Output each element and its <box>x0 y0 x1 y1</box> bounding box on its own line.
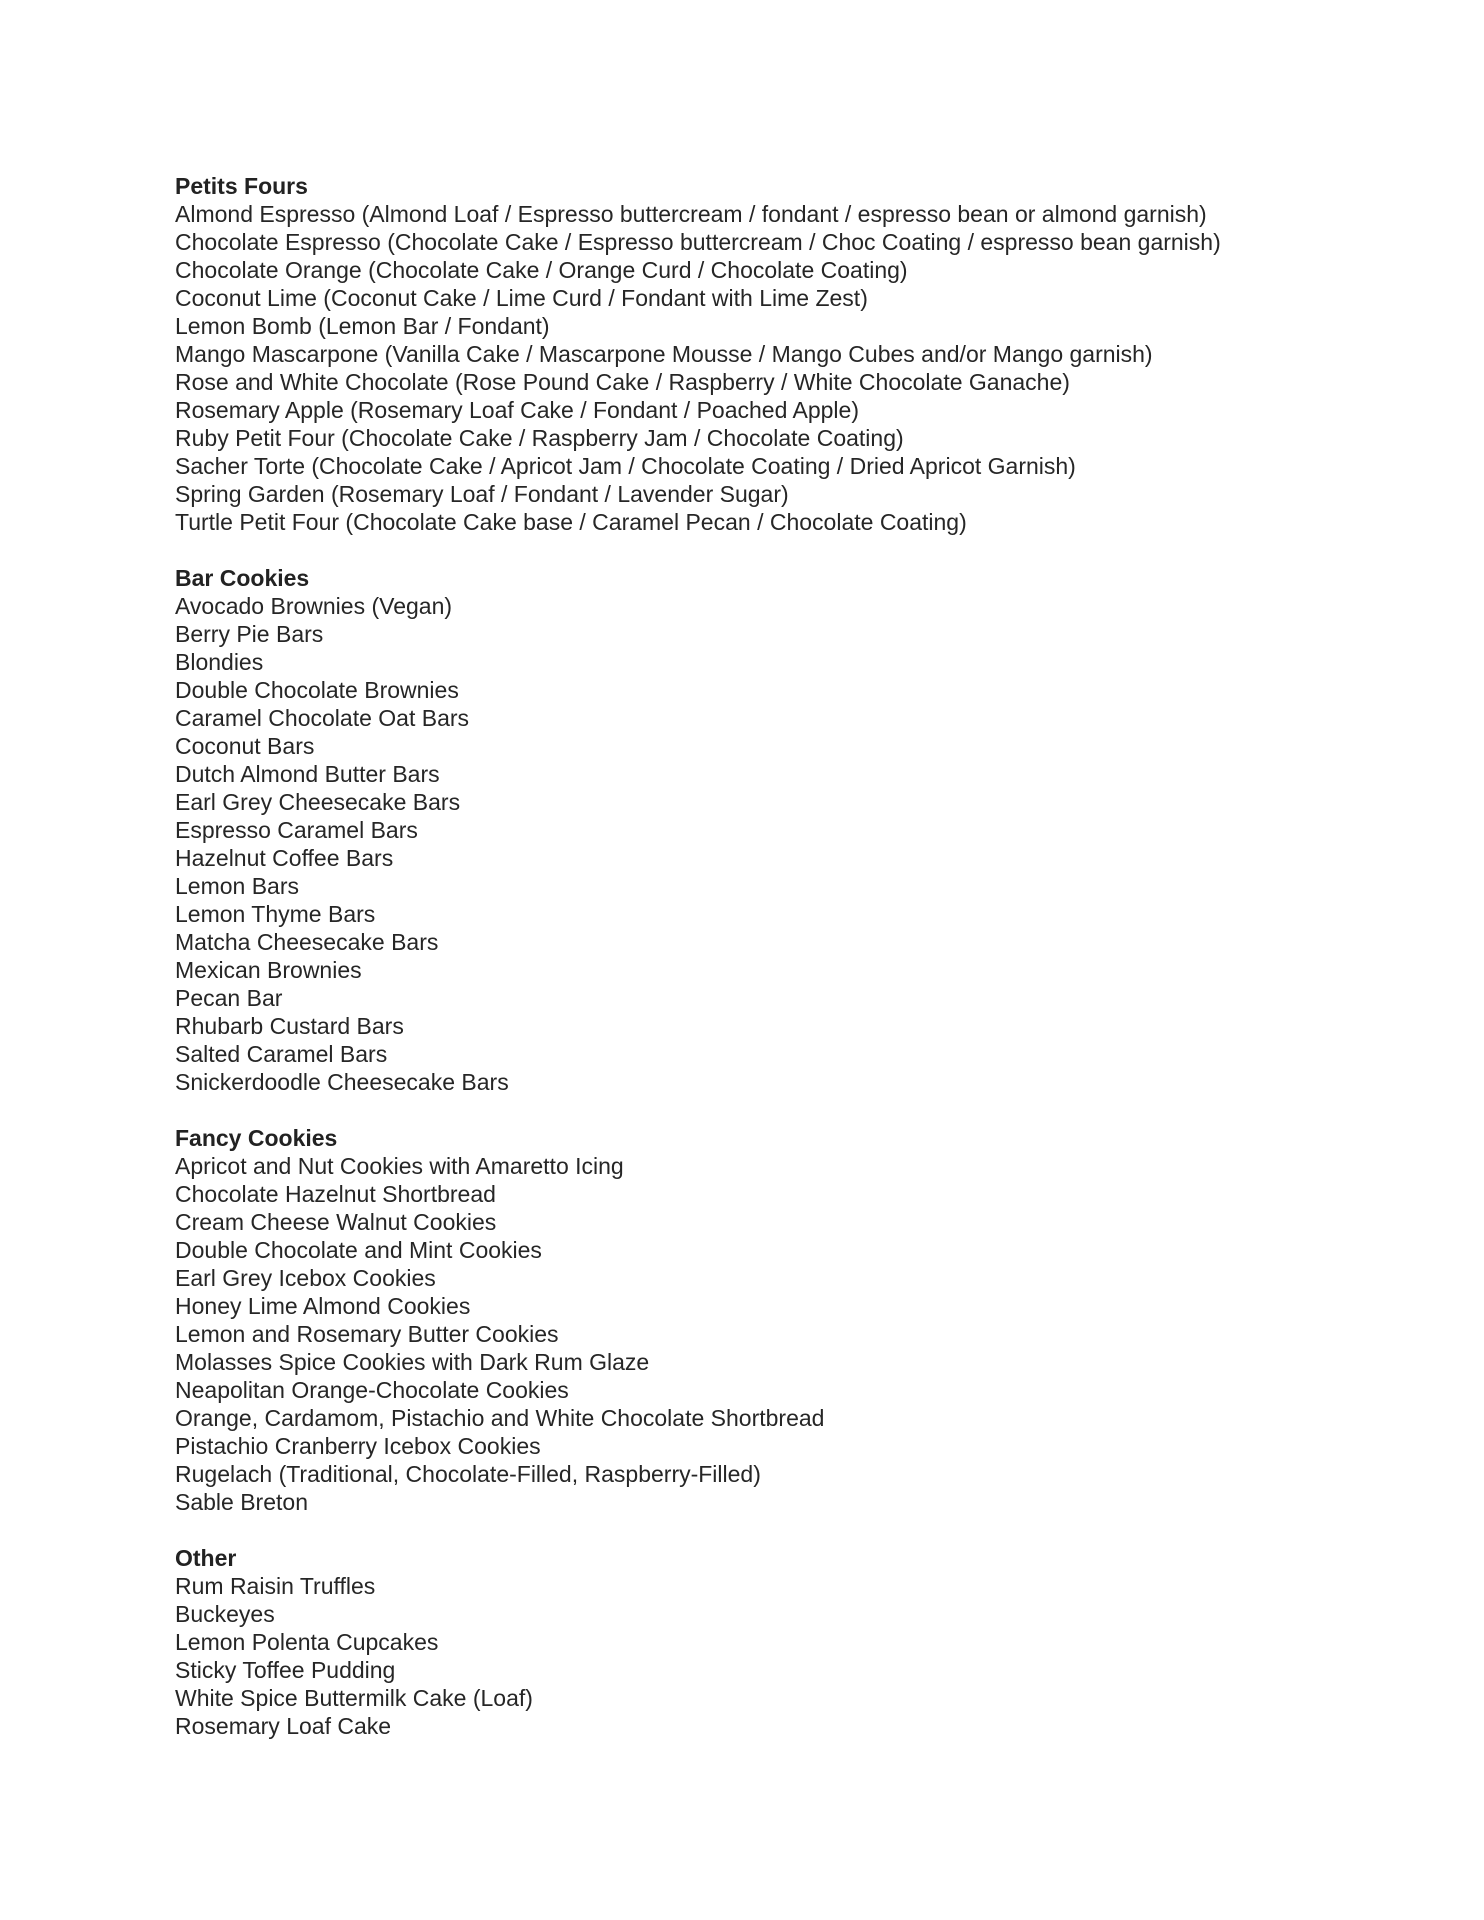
section-heading: Bar Cookies <box>175 565 310 591</box>
list-item: Mexican Brownies <box>175 957 362 983</box>
list-item: Lemon Thyme Bars <box>175 901 376 927</box>
list-item: Chocolate Orange (Chocolate Cake / Orange Curd / Chocolate Coating) <box>175 257 908 283</box>
list-item: Rugelach (Traditional, Chocolate-Filled, Raspberry-Filled) <box>175 1461 761 1487</box>
list-item: Coconut Lime (Coconut Cake / Lime Curd / Fondant with Lime Zest) <box>175 285 868 311</box>
list-item: Ruby Petit Four (Chocolate Cake / Raspberry Jam / Chocolate Coating) <box>175 425 904 451</box>
list-item: Avocado Brownies (Vegan) <box>175 593 453 619</box>
list-item: Rose and White Chocolate (Rose Pound Cake / Raspberry / White Chocolate Ganache) <box>175 369 1070 395</box>
item-list <box>175 592 1375 1096</box>
section-heading: Fancy Cookies <box>175 1125 338 1151</box>
list-item: Turtle Petit Four (Chocolate Cake base / Caramel Pecan / Chocolate Coating) <box>175 509 967 535</box>
list-item: Apricot and Nut Cookies with Amaretto Icing <box>175 1153 624 1179</box>
list-item: Molasses Spice Cookies with Dark Rum Glaze <box>175 1349 650 1375</box>
list-item: Pistachio Cranberry Icebox Cookies <box>175 1433 541 1459</box>
list-item: Earl Grey Icebox Cookies <box>175 1265 436 1291</box>
list-item: Honey Lime Almond Cookies <box>175 1293 471 1319</box>
list-item: Spring Garden (Rosemary Loaf / Fondant / Lavender Sugar) <box>175 481 789 507</box>
list-item: Matcha Cheesecake Bars <box>175 929 439 955</box>
section-heading: Petits Fours <box>175 173 308 199</box>
list-item: Snickerdoodle Cheesecake Bars <box>175 1069 509 1095</box>
list-item: White Spice Buttermilk Cake (Loaf) <box>175 1685 533 1711</box>
list-item: Chocolate Espresso (Chocolate Cake / Espresso buttercream / Choc Coating / espresso bean garnish) <box>175 229 1221 255</box>
document-page <box>175 172 1375 1768</box>
list-item: Double Chocolate and Mint Cookies <box>175 1237 542 1263</box>
list-item: Sacher Torte (Chocolate Cake / Apricot Jam / Chocolate Coating / Dried Apricot Garnish) <box>175 453 1076 479</box>
list-item: Rum Raisin Truffles <box>175 1573 376 1599</box>
list-item: Pecan Bar <box>175 985 283 1011</box>
list-item: Neapolitan Orange-Chocolate Cookies <box>175 1377 569 1403</box>
list-item: Blondies <box>175 649 264 675</box>
list-item: Mango Mascarpone (Vanilla Cake / Mascarpone Mousse / Mango Cubes and/or Mango garnish) <box>175 341 1153 367</box>
list-item: Chocolate Hazelnut Shortbread <box>175 1181 496 1207</box>
section-petits-fours <box>175 172 1375 536</box>
list-item: Rosemary Loaf Cake <box>175 1713 392 1739</box>
item-list <box>175 1152 1375 1516</box>
section-other <box>175 1544 1375 1740</box>
list-item: Lemon Bomb (Lemon Bar / Fondant) <box>175 313 550 339</box>
list-item: Orange, Cardamom, Pistachio and White Chocolate Shortbread <box>175 1405 825 1431</box>
item-list <box>175 1572 1375 1740</box>
list-item: Cream Cheese Walnut Cookies <box>175 1209 497 1235</box>
list-item: Rosemary Apple (Rosemary Loaf Cake / Fondant / Poached Apple) <box>175 397 859 423</box>
list-item: Lemon Bars <box>175 873 300 899</box>
list-item: Almond Espresso (Almond Loaf / Espresso buttercream / fondant / espresso bean or almond garnish) <box>175 201 1207 227</box>
list-item: Coconut Bars <box>175 733 315 759</box>
list-item: Caramel Chocolate Oat Bars <box>175 705 470 731</box>
list-item: Lemon and Rosemary Butter Cookies <box>175 1321 559 1347</box>
list-item: Rhubarb Custard Bars <box>175 1013 404 1039</box>
item-list <box>175 200 1375 536</box>
list-item: Dutch Almond Butter Bars <box>175 761 440 787</box>
list-item: Double Chocolate Brownies <box>175 677 459 703</box>
list-item: Berry Pie Bars <box>175 621 324 647</box>
list-item: Buckeyes <box>175 1601 275 1627</box>
list-item: Espresso Caramel Bars <box>175 817 418 843</box>
list-item: Earl Grey Cheesecake Bars <box>175 789 461 815</box>
section-fancy-cookies <box>175 1124 1375 1516</box>
list-item: Hazelnut Coffee Bars <box>175 845 394 871</box>
list-item: Salted Caramel Bars <box>175 1041 388 1067</box>
list-item: Sticky Toffee Pudding <box>175 1657 396 1683</box>
section-heading: Other <box>175 1545 237 1571</box>
list-item: Lemon Polenta Cupcakes <box>175 1629 439 1655</box>
section-bar-cookies <box>175 564 1375 1096</box>
list-item: Sable Breton <box>175 1489 308 1515</box>
